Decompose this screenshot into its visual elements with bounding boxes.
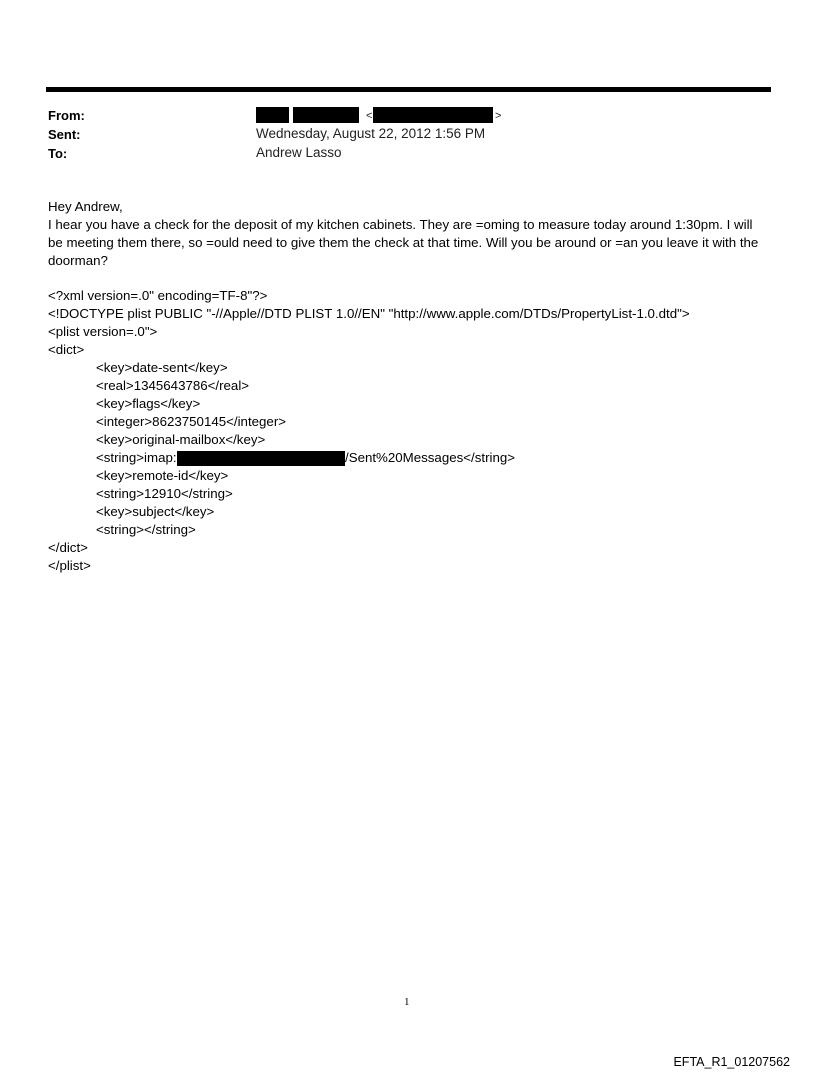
to-value: Andrew Lasso [256,145,342,160]
plist-entry: <key>original-mailbox</key> [96,432,266,447]
plist-entry: <key>flags</key> [96,396,201,411]
top-rule [46,87,771,92]
plist-entry: <string>12910</string> [96,486,233,501]
plist-entry: <real>1345643786</real> [96,378,250,393]
redaction-sender-email [373,107,493,123]
sender-email-close-bracket: > [495,110,502,122]
from-label: From: [48,108,85,123]
plist-entry: <key>subject</key> [96,504,215,519]
dict-open-tag: <dict> [48,342,85,357]
plist-entry: <key>remote-id</key> [96,468,229,483]
sender-email-open-bracket: < [366,110,373,122]
sent-value: Wednesday, August 22, 2012 1:56 PM [256,126,486,141]
xml-declaration: <?xml version=.0" encoding=TF-8"?> [48,288,268,303]
plist-entry-imap: <string>imap: [96,450,177,465]
plist-entry: <integer>8623750145</integer> [96,414,287,429]
redaction-sender-last-name [293,107,359,123]
plist-entry: <string></string> [96,522,196,537]
imap-path-suffix: /Sent%20Messages</string> [345,450,516,465]
dict-close-tag: </dict> [48,540,88,555]
message-paragraph: I hear you have a check for the deposit of my kitchen cabinets. They are =oming to measure today around 1:30pm. I will be meeting them there, so =ould need to give them the check at that time. Will you be around or =an you leave it with the doorman? [48,217,759,268]
page-number: 1 [404,996,410,1008]
redaction-imap-address [177,451,345,466]
to-label: To: [48,146,68,161]
greeting: Hey Andrew, [48,199,123,214]
redaction-sender-first-name [256,107,289,123]
plist-close-tag: </plist> [48,558,91,573]
plist-open-tag: <plist version=.0"> [48,324,158,339]
plist-entry: <key>date-sent</key> [96,360,228,375]
sent-label: Sent: [48,127,81,142]
doctype-line: <!DOCTYPE plist PUBLIC "-//Apple//DTD PLIST 1.0//EN" "http://www.apple.com/DTDs/PropertyList-1.0.dtd"> [48,306,690,321]
document-id: EFTA_R1_01207562 [673,1055,790,1069]
